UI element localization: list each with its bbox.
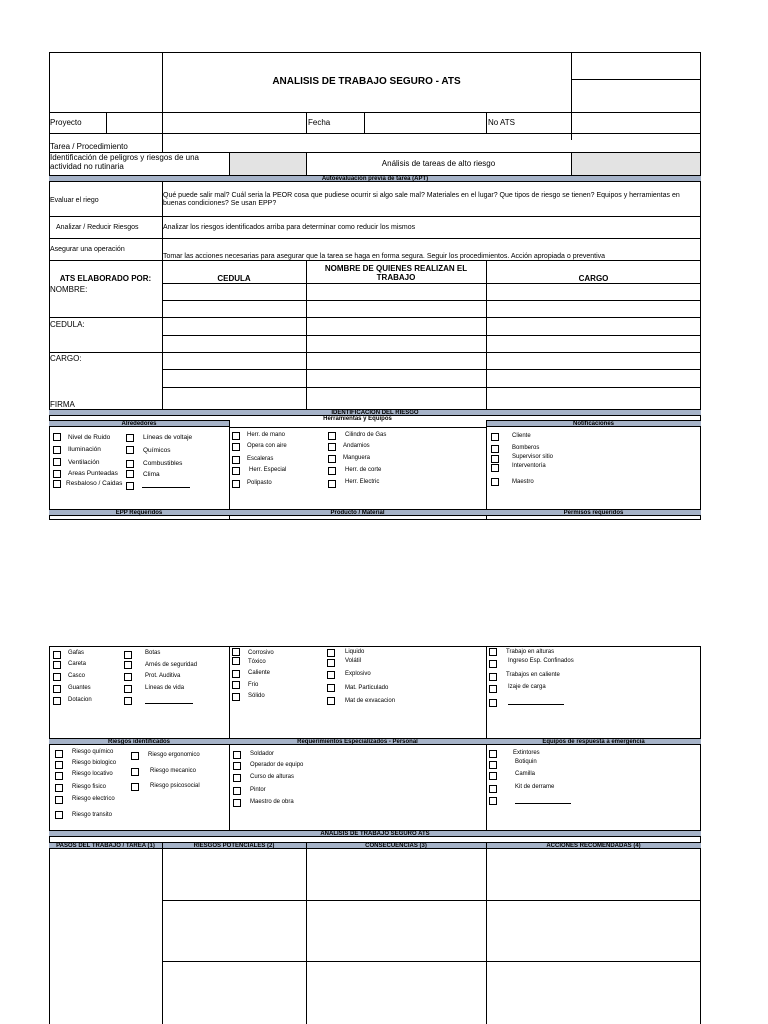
blank-line xyxy=(142,481,190,488)
check-label: Herr. Especial xyxy=(249,467,287,473)
check-label: Frio xyxy=(248,682,259,688)
analisis-alto-label: Análisis de tareas de alto riesgo xyxy=(381,159,496,168)
epp-band: EPP Requeridos xyxy=(49,509,229,516)
check-label: Soldador xyxy=(250,751,275,757)
check-label: Supervisor sitio xyxy=(512,454,554,460)
checkbox[interactable] xyxy=(55,750,63,758)
checkbox[interactable] xyxy=(489,699,497,707)
alrededores-band: Alrededores xyxy=(49,420,229,427)
checkbox[interactable] xyxy=(491,433,499,441)
check-label: Liquido xyxy=(345,649,365,655)
nombre-col-header: NOMBRE DE QUIENES REALIZAN EL TRABAJO xyxy=(324,264,468,282)
check-label: Líneas de voltaje xyxy=(143,434,193,441)
checkbox[interactable] xyxy=(232,693,240,701)
riesgo-band: IDENTIFICACION DEL RIESGO xyxy=(49,409,701,416)
check-label: Maestro xyxy=(512,479,534,485)
checkbox[interactable] xyxy=(233,799,241,807)
checkbox[interactable] xyxy=(233,751,241,759)
identificacion-box xyxy=(230,153,306,175)
checkbox[interactable] xyxy=(232,657,240,665)
check-label: Arnés de seguridad xyxy=(145,662,198,668)
checkbox[interactable] xyxy=(491,455,499,463)
check-label: Trabajo en alturas xyxy=(506,649,555,655)
fecha-label: Fecha xyxy=(308,118,331,127)
cedula-label: CEDULA: xyxy=(50,320,85,329)
check-label: Ventilación xyxy=(68,459,100,466)
checkbox[interactable] xyxy=(55,811,63,819)
check-label: Bomberos xyxy=(512,445,540,451)
pasos-col-header: PASOS DEL TRABAJO / TAREA (1) xyxy=(49,842,162,849)
riesgos-identificados-band: Riesgos identificados xyxy=(49,738,229,745)
check-label: Maestro de obra xyxy=(250,799,294,805)
check-label: Clima xyxy=(143,471,160,478)
elaborado-col-header: ATS ELABORADO POR: xyxy=(59,274,152,283)
checkbox[interactable] xyxy=(489,797,497,805)
checkbox[interactable] xyxy=(126,482,134,490)
check-label: Escaleras xyxy=(247,456,274,462)
checkbox[interactable] xyxy=(53,480,61,488)
checkbox[interactable] xyxy=(232,681,240,689)
check-label: Dotacion xyxy=(68,697,92,703)
checkbox[interactable] xyxy=(327,684,335,692)
identificacion-label: Identificación de peligros y riesgos de una actividad no rutinaria xyxy=(50,153,199,171)
checkbox[interactable] xyxy=(232,432,240,440)
check-label: Herr. de corte xyxy=(345,467,382,473)
check-label: Resbaloso / Caidas xyxy=(66,480,123,487)
checkbox[interactable] xyxy=(491,445,499,453)
apt-row-label: Analizar / Reducir Riesgos xyxy=(56,224,139,231)
check-label: Mat de exvacacion xyxy=(345,698,396,704)
check-label: Volátil xyxy=(345,658,362,664)
checkbox[interactable] xyxy=(131,783,139,791)
apt-row-text: Tomar las acciones necesarias para asegurar que la tarea se haga en forma segura. Seguir los procedimientos. Acción apropiada o preventiva xyxy=(163,253,606,260)
checkbox[interactable] xyxy=(327,671,335,679)
checkbox[interactable] xyxy=(232,443,240,451)
checkbox[interactable] xyxy=(232,648,240,656)
check-label: Riesgo electrico xyxy=(72,796,115,802)
check-label: Trabajos en caliente xyxy=(506,672,560,678)
check-label: Interventoría xyxy=(512,463,546,469)
check-label: Casco xyxy=(68,673,86,679)
check-label: Químicos xyxy=(143,447,171,454)
check-label: Botiquin xyxy=(515,759,537,765)
check-label: Areas Punteadas xyxy=(68,470,118,477)
check-label: Nivel de Ruido xyxy=(68,434,111,441)
checkbox[interactable] xyxy=(131,752,139,760)
checkbox[interactable] xyxy=(124,651,132,659)
cedula-col-header: CEDULA xyxy=(217,274,251,283)
check-label: Sólido xyxy=(248,693,265,699)
checkbox[interactable] xyxy=(489,750,497,758)
check-label: Herr. Electric xyxy=(345,479,380,485)
check-label: Riesgo locativo xyxy=(72,771,113,777)
checkbox[interactable] xyxy=(55,772,63,780)
checkbox[interactable] xyxy=(53,458,61,466)
checkbox[interactable] xyxy=(328,432,336,440)
checkbox[interactable] xyxy=(491,478,499,486)
apt-row-text: Qué puede salir mal? Cuál seria la PEOR cosa que pudiese ocurrir si algo sale mal? Materiales en el lugar? Que tipos de riesgo se tienen? Equipos y herramientas en buenas condiciones? Se usan EPP? xyxy=(163,192,680,207)
riesgos-col-header: RIESGOS POTENCIALES (2) xyxy=(162,842,306,849)
check-label: Izaje de carga xyxy=(508,684,546,690)
check-label: Careta xyxy=(68,661,87,667)
check-label: Líneas de vida xyxy=(145,685,185,691)
checkbox[interactable] xyxy=(55,761,63,769)
checkbox[interactable] xyxy=(124,685,132,693)
check-label: Riesgo psicosocial xyxy=(150,783,200,789)
checkbox[interactable] xyxy=(126,470,134,478)
firma-label: FIRMA xyxy=(50,400,75,409)
apt-row-text: Analizar los riesgos identificados arriba para determinar como reducir los mismos xyxy=(163,224,416,231)
check-label: Cliente xyxy=(512,433,531,439)
checkbox[interactable] xyxy=(126,446,134,454)
check-label: Explosivo xyxy=(345,671,371,677)
blank-line xyxy=(145,697,193,704)
tarea-label: Tarea / Procedimiento xyxy=(50,142,128,151)
checkbox[interactable] xyxy=(124,661,132,669)
check-label: Manguera xyxy=(343,455,371,461)
checkbox[interactable] xyxy=(489,761,497,769)
checkbox[interactable] xyxy=(53,651,61,659)
equipos-emergencia-band: Equipos de respuesta a emergencia xyxy=(486,738,701,745)
check-label: Andamios xyxy=(343,443,370,449)
checkbox[interactable] xyxy=(233,787,241,795)
check-label: Camilla xyxy=(515,771,536,777)
producto-band: Producto / Material xyxy=(229,509,486,516)
check-label: Riesgo mecanico xyxy=(150,768,197,774)
apt-row-label: Evaluar el riego xyxy=(50,197,99,204)
herramientas-band-label: Herramientas y Equipos xyxy=(323,416,392,422)
checkbox[interactable] xyxy=(232,456,240,464)
checkbox[interactable] xyxy=(53,685,61,693)
checkbox[interactable] xyxy=(124,673,132,681)
checkbox[interactable] xyxy=(489,772,497,780)
checkbox[interactable] xyxy=(491,464,499,472)
check-label: Prot. Auditiva xyxy=(145,673,181,679)
checkbox[interactable] xyxy=(53,433,61,441)
cargo-col-header: CARGO xyxy=(578,274,609,283)
check-label: Ingreso Esp. Confinados xyxy=(508,658,574,664)
requerimientos-band: Requerimientos Especializados - Personal xyxy=(229,738,486,745)
acciones-col-header: ACCIONES RECOMENDADAS (4) xyxy=(486,842,701,849)
check-label: Combustibles xyxy=(143,460,183,467)
checkbox[interactable] xyxy=(489,685,497,693)
consecuencias-col-header: CONSECUENCIAS (3) xyxy=(306,842,486,849)
check-label: Iluminación xyxy=(68,446,101,453)
checkbox[interactable] xyxy=(232,670,240,678)
form-title: ANALISIS DE TRABAJO SEGURO - ATS xyxy=(272,76,461,87)
checkbox[interactable] xyxy=(55,796,63,804)
checkbox[interactable] xyxy=(327,659,335,667)
blank-line xyxy=(515,797,571,804)
check-label: Operador de equipo xyxy=(250,762,304,768)
checkbox[interactable] xyxy=(131,768,139,776)
checkbox[interactable] xyxy=(233,762,241,770)
checkbox[interactable] xyxy=(328,480,336,488)
blank-line xyxy=(508,698,564,705)
checkbox[interactable] xyxy=(489,648,497,656)
checkbox[interactable] xyxy=(53,446,61,454)
check-label: Tóxico xyxy=(248,659,266,665)
check-label: Extintores xyxy=(513,750,540,756)
checkbox[interactable] xyxy=(327,649,335,657)
checkbox[interactable] xyxy=(55,784,63,792)
checkbox[interactable] xyxy=(328,467,336,475)
checkbox[interactable] xyxy=(124,697,132,705)
checkbox[interactable] xyxy=(53,470,61,478)
check-label: Caliente xyxy=(248,670,271,676)
checkbox[interactable] xyxy=(126,434,134,442)
check-label: Cilindro de Gas xyxy=(345,432,387,438)
check-label: Riesgo biologico xyxy=(72,760,117,766)
checkbox[interactable] xyxy=(489,660,497,668)
check-label: Riesgo transito xyxy=(72,812,113,818)
check-label: Curso de alturas xyxy=(250,774,295,780)
check-label: Kit de derrame xyxy=(515,784,555,790)
checkbox[interactable] xyxy=(232,467,240,475)
checkbox[interactable] xyxy=(126,460,134,468)
nombre-label: NOMBRE: xyxy=(50,285,88,294)
check-label: Riesgo fisico xyxy=(72,784,107,790)
checkbox[interactable] xyxy=(53,697,61,705)
check-label: Mat. Particulado xyxy=(345,685,389,691)
checkbox[interactable] xyxy=(328,443,336,451)
checkbox[interactable] xyxy=(232,480,240,488)
check-label: Pintor xyxy=(250,787,266,793)
notificaciones-band: Notificaciones xyxy=(486,420,701,427)
no-ats-label: No ATS xyxy=(488,118,515,127)
checkbox[interactable] xyxy=(233,774,241,782)
ats-band: ANALISIS DE TRABAJO SEGURO ATS xyxy=(49,830,701,837)
proyecto-label: Proyecto xyxy=(50,118,82,127)
apt-row-label: Asegurar una operación xyxy=(50,246,125,253)
check-label: Botas xyxy=(145,650,161,656)
checkbox[interactable] xyxy=(328,455,336,463)
cargo-label: CARGO: xyxy=(50,354,82,363)
checkbox[interactable] xyxy=(53,661,61,669)
check-label: Riesgo químico xyxy=(72,749,114,755)
check-label: Herr. de mano xyxy=(247,432,286,438)
check-label: Corrosivo xyxy=(248,650,274,656)
check-label: Opera con aire xyxy=(247,443,287,449)
checkbox[interactable] xyxy=(53,673,61,681)
check-label: Guantes xyxy=(68,685,91,691)
check-label: Polipasto xyxy=(247,480,272,486)
checkbox[interactable] xyxy=(489,785,497,793)
checkbox[interactable] xyxy=(489,673,497,681)
check-label: Riesgo ergonomico xyxy=(148,752,200,758)
check-label: Gafas xyxy=(68,650,85,656)
analisis-alto-box xyxy=(572,153,700,175)
checkbox[interactable] xyxy=(327,697,335,705)
permisos-band: Permisos requeridos xyxy=(486,509,701,516)
apt-band: Autoevaluación previa de tarea (APT) xyxy=(49,175,701,182)
